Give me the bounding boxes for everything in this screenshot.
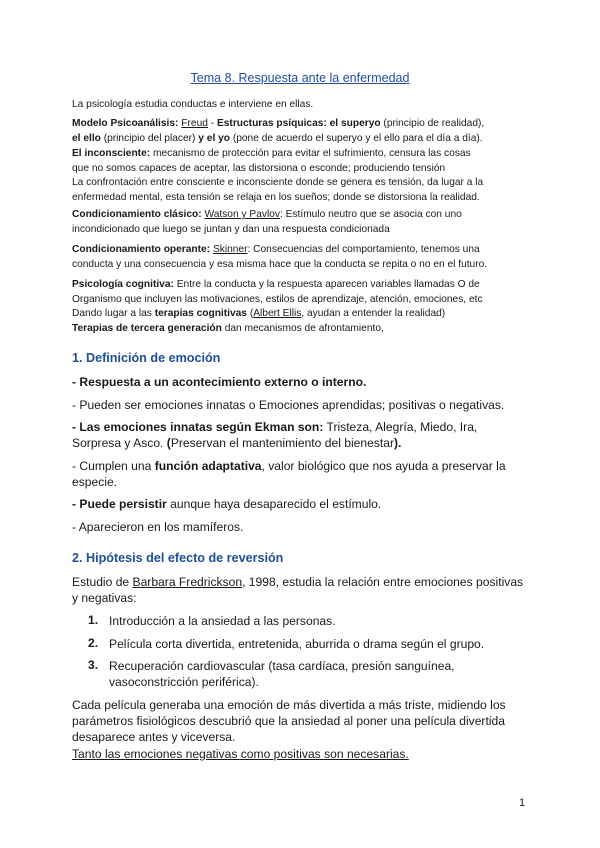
operante-paragraph [72,243,532,272]
dash: - [207,118,217,129]
text: Organismo que incluyen las motivaciones, estilos de aprendizaje, atención, emociones, etc [72,293,483,305]
skinner-link: Skinner [212,244,248,255]
watson-pavlov-link: Watson y Pavlov [204,209,280,220]
list-item-3 [109,658,455,690]
text: Tristeza, Alegría, Miedo, Ira, [323,420,478,434]
inconsciente-label: El inconsciente: [72,148,151,159]
albert-ellis-link: Albert Ellis [253,308,302,320]
clasico-paragraph [72,208,532,237]
text: incondicionado que luego se juntan y dan una respuesta condicionada [72,223,390,235]
text: : Consecuencias del comportamiento, tenemos una [247,244,480,255]
text: Preservan el mantenimiento del bienestar [170,436,394,451]
text: - Respuesta a un acontecimiento externo o interno. [72,375,367,389]
text: , 1998, estudia la relación entre emociones positivas [242,575,524,589]
reversion-intro [72,574,542,606]
text: conducta y una consecuencia y esa misma hace que la conducta se repita o no en el futuro. [72,258,488,270]
psicoanalisis-paragraph [72,117,532,146]
text: parámetros fisiológicos descubrió que la ansiedad al poner una película divertida [72,714,505,729]
text: (pone de acuerdo el superyo y el ello para el día a día). [230,132,483,144]
page-title: Tema 8. Respuesta ante la enfermedad [190,71,410,85]
text: dan mecanismos de afrontamiento, [221,322,384,334]
list-item-1: Introducción a la ansiedad a las personas. [109,614,336,628]
text: especie. [72,475,118,490]
list-number-3: 3. [88,658,99,672]
ello-bold: el ello [72,132,101,144]
text: ( [166,436,171,451]
text: , valor biológico que nos ayuda a preservar la [261,459,506,473]
text: Recuperación cardiovascular (tasa cardíaca, presión sanguínea, [109,659,455,673]
psicoanalisis-label: Modelo Psicoanálisis: [72,118,179,129]
reversion-conclusion [72,697,542,762]
operante-label: Condicionamiento operante: [72,244,211,255]
text: (principio del placer) [100,132,199,144]
text: La confrontación entre consciente e inconsciente donde se genera es tensión, da lugar a la [72,177,484,189]
list-number-2: 2. [88,636,99,650]
text: Estudio de [72,575,133,589]
text: : Estímulo neutro que se asocia con uno [279,209,462,220]
cognitiva-paragraph [72,278,532,336]
estructuras-bold: Estructuras psíquicas: el superyo [216,118,381,129]
section-1-heading: 1. Definición de emoción [72,351,221,365]
page-number: 1 [519,797,526,809]
text: Dando lugar a las [72,308,155,320]
text: y negativas: [72,591,137,606]
terapias-cognitivas-bold: terapias cognitivas [154,308,247,320]
text: vasoconstricción periférica). [109,675,259,690]
text: que no somos capaces de aceptar, las distorsiona o esconde; produciendo tensión [72,162,446,174]
intro-text: La psicología estudia conductas e interviene en ellas. [72,99,314,110]
text: ). [394,436,402,451]
funcion-adaptativa-bold: función adaptativa [154,459,262,473]
section-2-heading: 2. Hipótesis del efecto de reversión [72,551,284,565]
yo-bold: y el yo [198,132,230,144]
puede-persistir-bold: - Puede persistir [72,497,167,511]
text: (principio de realidad), [380,118,485,129]
list-item-2: Película corta divertida, entretenida, aburrida o drama según el grupo. [109,637,485,651]
clasico-label: Condicionamiento clásico: [72,209,202,220]
emocion-p6: - Aparecieron en los mamíferos. [72,520,244,534]
text: mecanismo de protección para evitar el sufrimiento, censura las cosas [150,148,471,159]
emocion-p1 [72,374,542,390]
text: desaparece antes y viceversa. [72,730,236,745]
text: enfermedad mental, esta tensión se relaja en los sueños; donde se distorsiona la realidad. [72,191,480,203]
inconsciente-paragraph [72,147,532,205]
emocion-p3 [72,419,542,451]
emocion-p2: - Pueden ser emociones innatas o Emociones aprendidas; positivas o negativas. [72,398,505,412]
necesarias-underlined: Tanto las emociones negativas como positivas son necesarias. [72,746,409,761]
ekman-bold: - Las emociones innatas según Ekman son: [72,420,324,434]
cognitiva-label: Psicología cognitiva: [72,279,174,290]
tercera-generacion-bold: Terapias de tercera generación [72,322,222,334]
freud-link: Freud [181,118,208,129]
text: - Cumplen una [72,459,155,473]
text: , ayudan a entender la realidad) [301,308,446,320]
text: aunque haya desaparecido el estímulo. [166,497,382,511]
fredrickson-link: Barbara Fredrickson [132,575,243,589]
emocion-p4 [72,458,542,490]
text: Sorpresa y Asco. [72,436,167,451]
list-number-1: 1. [88,613,99,627]
emocion-p5 [72,496,542,512]
text: Entre la conducta y la respuesta aparecen variables llamadas O de [173,279,480,290]
text: Cada película generaba una emoción de más divertida a más triste, midiendo los [72,698,506,712]
text: ( [246,308,254,320]
